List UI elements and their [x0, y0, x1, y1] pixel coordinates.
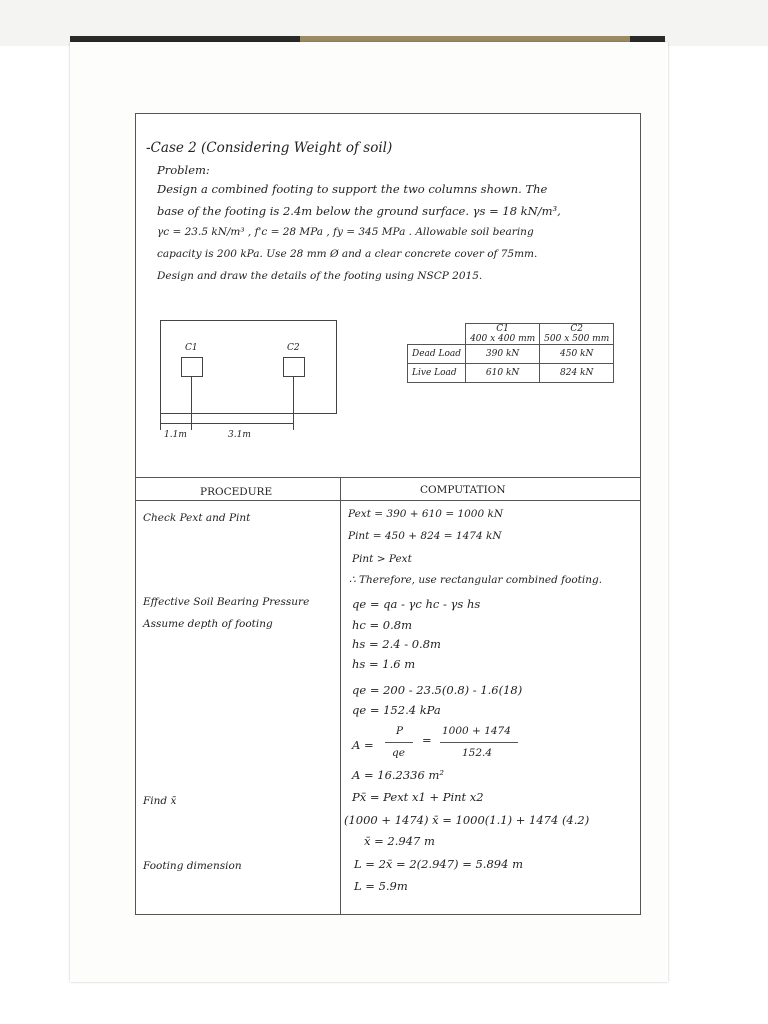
calc-line: Px̄ = Pext x1 + Pint x2	[352, 790, 484, 804]
computation-header: COMPUTATION	[420, 484, 506, 496]
background-surface	[0, 0, 768, 46]
calc-line: hs = 1.6 m	[352, 657, 416, 671]
calc-fraction-num: P	[396, 725, 404, 737]
problem-line-1: Design a combined footing to support the two columns shown. The	[157, 182, 548, 196]
col2-label: C2	[287, 343, 300, 353]
calc-line: hc = 0.8m	[352, 618, 412, 632]
calc-line: (1000 + 1474) x̄ = 1000(1.1) + 1474 (4.2)	[344, 813, 590, 827]
table-cell: 390 kN	[466, 345, 540, 364]
dim-2-label: 3.1m	[228, 430, 251, 440]
calc-line: qe = qa - γc hc - γs hs	[352, 597, 481, 611]
table-col-name: C1	[496, 324, 509, 334]
table-row	[408, 345, 614, 364]
calc-line: hs = 2.4 - 0.8m	[352, 637, 441, 651]
calc-line: L = 5.9m	[354, 879, 408, 893]
procedure-find-x: Find x̄	[143, 795, 177, 807]
procedure-effective: Effective Soil Bearing Pressure	[143, 596, 310, 608]
problem-label: Problem:	[157, 163, 210, 177]
column-divider	[340, 477, 341, 914]
calc-fraction-den: qe	[392, 747, 405, 759]
dim-tick	[160, 412, 161, 430]
dim-tick	[293, 376, 294, 430]
header-divider	[135, 500, 640, 501]
table-cell: 824 kN	[540, 364, 614, 383]
calc-line: ∴ Therefore, use rectangular combined footing.	[349, 574, 603, 586]
table-row	[408, 364, 614, 383]
problem-line-2: base of the footing is 2.4m below the ground surface. γs = 18 kN/m³,	[157, 204, 561, 218]
column-c1-box	[181, 357, 203, 377]
fraction-bar	[385, 742, 413, 743]
procedure-check: Check Pext and Pint	[143, 512, 251, 524]
table-cell: 450 kN	[540, 345, 614, 364]
calc-equals: =	[422, 733, 432, 747]
problem-line-5: Design and draw the details of the footing using NSCP 2015.	[157, 270, 483, 282]
calc-area-lhs: A =	[352, 738, 374, 752]
load-table	[407, 323, 614, 383]
procedure-footing-dimension: Footing dimension	[143, 860, 242, 872]
col1-label: C1	[185, 343, 198, 353]
table-col-size: 400 x 400 mm	[470, 334, 536, 344]
case-title: -Case 2 (Considering Weight of soil)	[146, 140, 393, 156]
procedure-header: PROCEDURE	[200, 486, 273, 498]
calc-line: qe = 200 - 23.5(0.8) - 1.6(18)	[352, 683, 523, 697]
procedure-assume: Assume depth of footing	[143, 618, 273, 630]
dimension-line	[160, 423, 293, 424]
table-row-label: Live Load	[408, 364, 466, 383]
dim-tick	[191, 376, 192, 430]
calc-line: Pext = 390 + 610 = 1000 kN	[348, 508, 504, 520]
table-cell: 610 kN	[466, 364, 540, 383]
problem-line-3: γc = 23.5 kN/m³ , f'c = 28 MPa , fy = 345 MPa . Allowable soil bearing	[157, 226, 534, 238]
table-col-size: 500 x 500 mm	[544, 334, 610, 344]
calc-fraction-den: 152.4	[462, 747, 493, 759]
calc-line: Pint > Pext	[352, 553, 412, 565]
calc-line: A = 16.2336 m²	[352, 768, 444, 782]
table-row-label: Dead Load	[408, 345, 466, 364]
calc-line: Pint = 450 + 824 = 1474 kN	[348, 530, 502, 542]
table-header-c2	[540, 324, 614, 345]
calc-line: L = 2x̄ = 2(2.947) = 5.894 m	[354, 857, 523, 871]
column-c2-box	[283, 357, 305, 377]
section-divider	[135, 477, 640, 478]
problem-line-4: capacity is 200 kPa. Use 28 mm Ø and a clear concrete cover of 75mm.	[157, 248, 538, 260]
table-col-name: C2	[570, 324, 584, 334]
calc-line: qe = 152.4 kPa	[352, 703, 441, 717]
calc-line: x̄ = 2.947 m	[364, 834, 435, 848]
dim-1-label: 1.1m	[164, 430, 187, 440]
fraction-bar	[440, 742, 518, 743]
calc-fraction-num: 1000 + 1474	[442, 725, 511, 737]
table-header-c1	[466, 324, 540, 345]
